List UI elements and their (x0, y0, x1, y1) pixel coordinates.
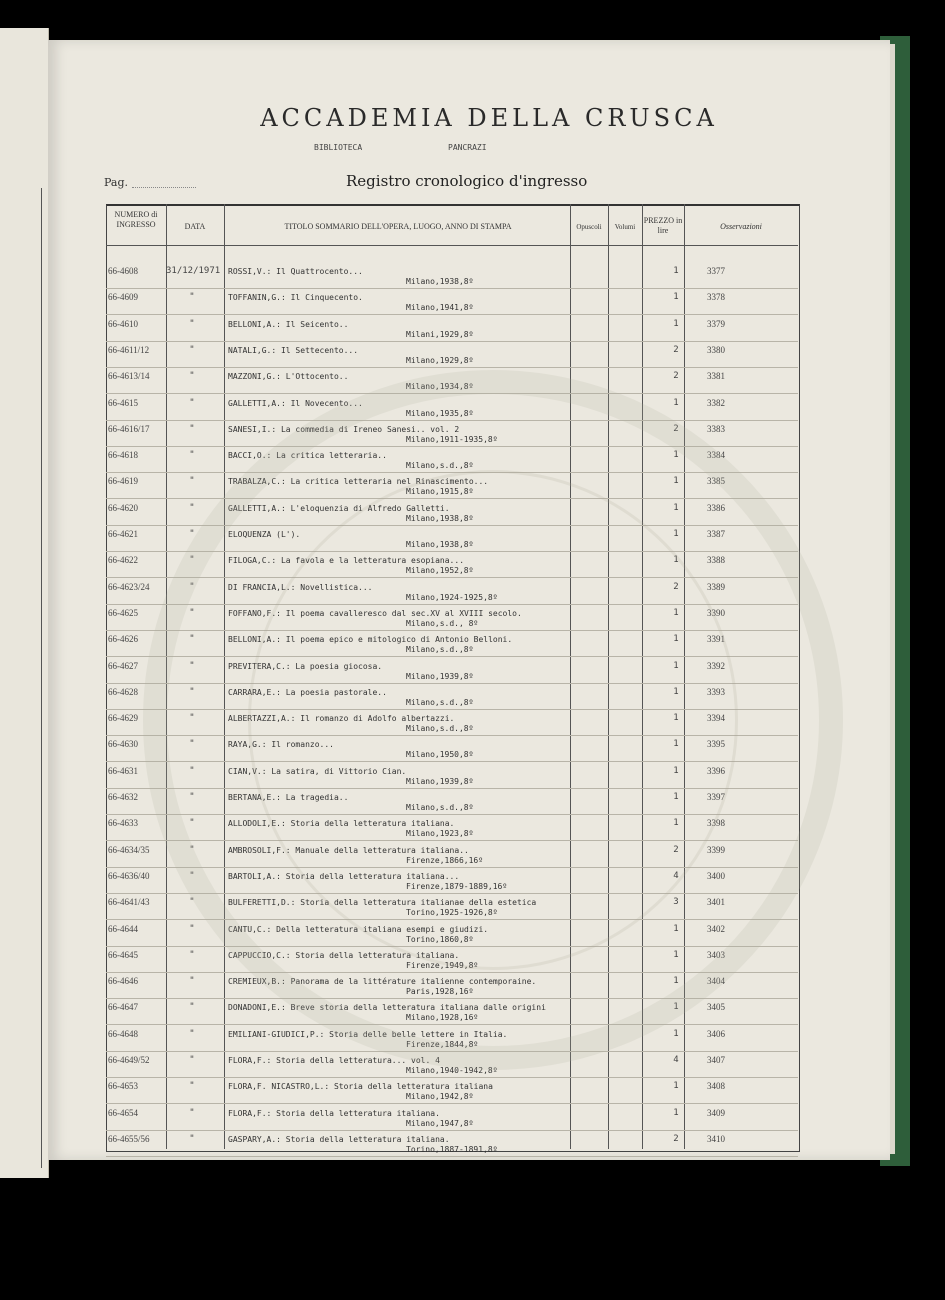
entry-date: " (189, 897, 195, 908)
entry-date: " (189, 660, 195, 671)
entry-date: " (189, 634, 195, 645)
entry-volumes: 1 (673, 607, 679, 618)
row-rule (106, 840, 798, 841)
row-rule (106, 998, 798, 999)
entry-number: 66-4611/12 (108, 344, 150, 355)
table-row (106, 1108, 798, 1134)
entry-date: " (189, 423, 195, 434)
entry-date: " (189, 607, 195, 618)
entry-volumes: 1 (673, 818, 679, 829)
entry-volumes: 2 (673, 423, 679, 434)
header-rule (106, 245, 798, 246)
row-rule (106, 551, 798, 552)
row-rule (106, 288, 798, 289)
entry-place: Milano,s.d.,8º (406, 645, 474, 655)
entry-volumes: 4 (673, 870, 679, 881)
row-rule (106, 972, 798, 973)
entry-volumes: 1 (673, 397, 679, 408)
entry-title: ROSSI,V.: Il Quattrocento... (228, 267, 363, 276)
entry-title: NATALI,G.: Il Settecento... (228, 345, 359, 355)
entry-volumes: 1 (673, 1081, 679, 1092)
entry-price: 3409 (707, 1107, 725, 1118)
entry-title: CANTU,C.: Della letteratura italiana esempi e giudizi. (228, 924, 489, 934)
row-rule (106, 919, 798, 920)
entry-price: 3407 (707, 1055, 725, 1065)
entry-date: " (189, 1028, 195, 1039)
entry-place: Firenze,1866,16º (406, 855, 484, 865)
entry-price: 3399 (707, 844, 725, 855)
entry-title: RAYA,G.: Il romanzo... (228, 740, 334, 750)
entry-volumes: 1 (673, 1002, 679, 1013)
entry-price: 3410 (707, 1133, 725, 1144)
subhead-pancrazi: PANCRAZI (448, 143, 487, 152)
entry-volumes: 1 (673, 1028, 679, 1039)
row-rule (106, 446, 798, 447)
row-rule (106, 1156, 798, 1157)
entry-price: 3384 (707, 450, 725, 461)
entry-volumes: 1 (673, 976, 679, 987)
entry-price: 3396 (707, 765, 725, 776)
entry-place: Milano,1940-1942,8º (406, 1066, 498, 1075)
entry-place: Milano,1938,8º (406, 540, 474, 549)
entry-place: Milano,1939,8º (406, 671, 474, 681)
entry-number: 66-4647 (108, 1002, 138, 1013)
entry-title: DONADONI,E.: Breve storia della letteratura italiana dalle origini (228, 1003, 546, 1013)
entry-number: 66-4632 (108, 792, 138, 802)
table-row (106, 1002, 798, 1028)
entry-title: EMILIANI-GIUDICI,P.: Storia delle belle lettere in Italia. (228, 1029, 508, 1039)
table-row (106, 266, 798, 292)
entry-price: 3406 (707, 1028, 725, 1039)
entry-volumes: 2 (673, 371, 679, 382)
entry-number: 66-4655/56 (108, 1133, 150, 1144)
entry-volumes: 3 (673, 897, 679, 908)
row-rule (106, 472, 798, 473)
table-row (106, 1055, 798, 1081)
entry-title: BULFERETTI,D.: Storia della letteratura italianae della estetica (228, 898, 537, 908)
entry-volumes: 2 (673, 844, 679, 855)
entry-date: " (189, 713, 195, 724)
entry-place: Milano,s.d.,8º (406, 803, 474, 812)
table-row (106, 398, 798, 424)
table-row (106, 845, 798, 871)
entry-date: " (189, 371, 195, 382)
entry-title: CARRARA,E.: La poesia pastorale.. (228, 687, 387, 697)
entry-number: 66-4630 (108, 739, 138, 750)
entry-place: Milano,1941,8º (406, 303, 474, 313)
entry-place: Paris,1928,16º (406, 987, 474, 997)
entry-title: BARTOLI,A.: Storia della letteratura italiana... (228, 871, 460, 881)
header-prezzo: PREZZO in lire (643, 216, 683, 235)
page-number-line (132, 187, 196, 188)
entry-place: Milano,1938,8º (406, 277, 474, 286)
entry-volumes: 1 (673, 792, 679, 802)
entry-number: 66-4627 (108, 660, 138, 671)
table-row (106, 476, 798, 502)
table-row (106, 661, 798, 687)
entry-place: Torino,1860,8º (406, 934, 474, 944)
entry-volumes: 1 (673, 318, 679, 329)
row-rule (106, 420, 798, 421)
entry-number: 66-4633 (108, 818, 138, 829)
entry-price: 3395 (707, 739, 725, 750)
entry-price: 3404 (707, 976, 725, 987)
entry-title: PREVITERA,C.: La poesia giocosa. (228, 661, 383, 671)
entry-place: Milano,s.d., 8º (406, 618, 479, 628)
entry-volumes: 1 (673, 686, 679, 697)
row-rule (106, 946, 798, 947)
entry-place: Milano,1950,8º (406, 750, 474, 760)
row-rule (106, 525, 798, 526)
entry-date: " (189, 949, 195, 960)
entry-number: 66-4613/14 (108, 371, 150, 382)
entry-number: 66-4631 (108, 765, 138, 776)
entry-volumes: 1 (673, 529, 679, 539)
entry-place: Milano,1929,8º (406, 355, 474, 365)
entry-price: 3386 (707, 502, 725, 513)
table-row (106, 608, 798, 634)
entry-number: 66-4634/35 (108, 844, 150, 855)
entry-number: 66-4609 (108, 292, 138, 303)
entry-place: Firenze,1949,8º (406, 960, 479, 970)
entry-price: 3389 (707, 581, 725, 592)
header-numero: NUMERO di INGRESSO (114, 210, 158, 229)
entry-place: Milano,1924-1925,8º (406, 592, 498, 602)
row-rule (106, 1051, 798, 1052)
row-rule (106, 709, 798, 710)
entry-price: 3383 (707, 423, 725, 434)
row-rule (106, 1130, 798, 1131)
entry-place: Firenze,1844,8º (406, 1039, 479, 1049)
entry-volumes: 1 (673, 923, 679, 934)
table-row (106, 976, 798, 1002)
entry-volumes: 1 (673, 739, 679, 750)
table-row (106, 1134, 798, 1160)
entry-title: ALLODOLI,E.: Storia della letteratura italiana. (228, 819, 455, 829)
entry-price: 3401 (707, 897, 725, 908)
left-page-edge (0, 28, 49, 1178)
entry-title: BELLONI,A.: Il Seicento.. (228, 319, 349, 329)
entry-title: BELLONI,A.: Il poema epico e mitologico di Antonio Belloni. (228, 635, 513, 645)
entry-volumes: 1 (673, 292, 679, 303)
table-row (106, 871, 798, 897)
row-rule (106, 893, 798, 894)
entry-price: 3388 (707, 555, 725, 566)
entry-number: 66-4636/40 (108, 870, 150, 881)
row-rule (106, 1103, 798, 1104)
entry-number: 66-4615 (108, 397, 138, 408)
entry-place: Milano,1938,8º (406, 513, 474, 523)
entry-date: 31/12/1971 (166, 266, 221, 276)
entry-place: Milano,1952,8º (406, 566, 474, 576)
entry-price: 3403 (707, 949, 725, 960)
row-rule (106, 498, 798, 499)
entry-number: 66-4620 (108, 502, 138, 513)
entry-date: " (189, 344, 195, 355)
entry-date: " (189, 581, 195, 592)
header-volumi: Volumi (614, 223, 636, 231)
entry-title: BACCI,O.: La critica letteraria.. (228, 451, 387, 461)
row-rule (106, 788, 798, 789)
entry-place: Milano,1911-1935,8º (406, 434, 498, 444)
entry-number: 66-4646 (108, 976, 138, 987)
row-rule (106, 656, 798, 657)
row-rule (106, 683, 798, 684)
table-row (106, 818, 798, 844)
entry-date: " (189, 476, 195, 487)
entry-title: FLORA,F.: Storia della letteratura italiana. (228, 1108, 440, 1118)
entry-title: SANESI,I.: La commedia di Ireneo Sanesi.. vol. 2 (228, 424, 460, 434)
entry-price: 3381 (707, 371, 725, 382)
entry-place: Milano,1934,8º (406, 382, 474, 392)
entry-place: Milano,1923,8º (406, 829, 474, 839)
entry-date: " (189, 1055, 195, 1065)
entry-volumes: 1 (673, 266, 679, 276)
row-rule (106, 577, 798, 578)
entry-place: Milano,1942,8º (406, 1092, 474, 1102)
entry-number: 66-4645 (108, 949, 138, 960)
entry-title: DI FRANCIA,L.: Novellistica... (228, 582, 373, 592)
entry-price: 3378 (707, 292, 725, 303)
header-titolo: TITOLO SOMMARIO DELL'OPERA, LUOGO, ANNO DI STAMPA (284, 222, 512, 231)
entry-title: CAPPUCCIO,C.: Storia della letteratura italiana. (228, 950, 460, 960)
entry-title: CREMIEUX,B.: Panorama de la littérature italienne contemporaine. (228, 977, 537, 987)
entry-price: 3408 (707, 1081, 725, 1092)
institution-title: ACCADEMIA DELLA CRUSCA (260, 104, 718, 132)
entry-date: " (189, 976, 195, 987)
entry-title: GASPARY,A.: Storia della letteratura italiana. (228, 1134, 450, 1144)
row-rule (106, 761, 798, 762)
entry-volumes: 1 (673, 765, 679, 776)
entry-place: Milano,1915,8º (406, 487, 474, 497)
entry-price: 3380 (707, 344, 725, 355)
entry-price: 3398 (707, 818, 725, 829)
table-row (106, 687, 798, 713)
entry-number: 66-4625 (108, 607, 138, 618)
entry-date: " (189, 923, 195, 934)
entry-place: Milano,1935,8º (406, 408, 474, 418)
row-rule (106, 341, 798, 342)
entry-number: 66-4618 (108, 450, 138, 461)
table-row (106, 371, 798, 397)
header-opuscoli: Opuscoli (576, 223, 602, 231)
register-title: Registro cronologico d'ingresso (346, 172, 588, 190)
entry-volumes: 1 (673, 476, 679, 487)
entry-title: FILOGA,C.: La favola e la letteratura esopiana... (228, 556, 465, 566)
table-row (106, 792, 798, 818)
table-row (106, 582, 798, 608)
entry-place: Milano,s.d.,8º (406, 697, 474, 707)
entry-date: " (189, 1133, 195, 1144)
entry-place: Milano,1947,8º (406, 1118, 474, 1128)
entry-title: ELOQUENZA (L'). (228, 530, 301, 539)
row-rule (106, 1024, 798, 1025)
entry-price: 3391 (707, 634, 725, 645)
entry-title: ALBERTAZZI,A.: Il romanzo di Adolfo albertazzi. (228, 714, 455, 724)
entry-volumes: 1 (673, 1107, 679, 1118)
table-row (106, 634, 798, 660)
entry-number: 66-4653 (108, 1081, 138, 1092)
register-page (48, 40, 890, 1160)
entry-number: 66-4649/52 (108, 1055, 150, 1065)
row-rule (106, 867, 798, 868)
entry-number: 66-4648 (108, 1028, 138, 1039)
subhead-biblioteca: BIBLIOTECA (314, 143, 363, 152)
entry-date: " (189, 1081, 195, 1092)
entry-date: " (189, 397, 195, 408)
entry-place: Torino,1925-1926,8º (406, 908, 498, 918)
entry-volumes: 1 (673, 555, 679, 566)
entry-number: 66-4654 (108, 1107, 138, 1118)
entry-place: Milano,1939,8º (406, 776, 474, 786)
entry-number: 66-4623/24 (108, 581, 150, 592)
entry-price: 3387 (707, 529, 725, 539)
table-row (106, 345, 798, 371)
entry-number: 66-4621 (108, 529, 138, 539)
table-row (106, 897, 798, 923)
entry-date: " (189, 1107, 195, 1118)
header-osservazioni: Osservazioni (720, 222, 762, 231)
entry-volumes: 1 (673, 634, 679, 645)
entry-place: Milano,1928,16º (406, 1013, 479, 1023)
entry-title: GALLETTI,A.: L'eloquenzia di Alfredo Galletti. (228, 503, 450, 513)
table-row (106, 319, 798, 345)
entry-volumes: 1 (673, 713, 679, 724)
row-rule (106, 735, 798, 736)
entry-number: 66-4622 (108, 555, 138, 566)
table-row (106, 739, 798, 765)
table-row (106, 950, 798, 976)
entry-date: " (189, 502, 195, 513)
entry-number: 66-4616/17 (108, 423, 150, 434)
entry-price: 3393 (707, 686, 725, 697)
row-rule (106, 314, 798, 315)
entry-title: BERTANA,E.: La tragedia.. (228, 793, 349, 802)
entry-date: " (189, 555, 195, 566)
entry-price: 3397 (707, 792, 725, 802)
entry-price: 3400 (707, 870, 725, 881)
entry-title: GALLETTI,A.: Il Novecento... (228, 398, 363, 408)
entry-date: " (189, 1002, 195, 1013)
entry-date: " (189, 870, 195, 881)
table-row (106, 713, 798, 739)
table-row (106, 1029, 798, 1055)
entry-title: FOFFANO,F.: Il poema cavalleresco dal sec.XV al XVIII secolo. (228, 608, 522, 618)
table-row (106, 503, 798, 529)
entry-price: 3392 (707, 660, 725, 671)
table-row (106, 450, 798, 476)
table-row (106, 766, 798, 792)
entry-number: 66-4626 (108, 634, 138, 645)
entry-date: " (189, 818, 195, 829)
entry-title: FLORA,F.: Storia della letteratura... vol. 4 (228, 1056, 440, 1065)
entry-title: CIAN,V.: La satira, di Vittorio Cian. (228, 766, 407, 776)
table-row (106, 1081, 798, 1107)
entry-volumes: 2 (673, 1133, 679, 1144)
page-label: Pag. (104, 176, 129, 189)
row-rule (106, 1077, 798, 1078)
table-row (106, 292, 798, 318)
entry-price: 3390 (707, 607, 725, 618)
entry-volumes: 2 (673, 581, 679, 592)
table-row (106, 529, 798, 555)
entry-place: Milano,s.d.,8º (406, 724, 474, 734)
row-rule (106, 814, 798, 815)
entry-number: 66-4619 (108, 476, 138, 487)
entry-date: " (189, 792, 195, 802)
entry-price: 3385 (707, 476, 725, 487)
entry-date: " (189, 529, 195, 539)
entry-number: 66-4628 (108, 686, 138, 697)
entry-date: " (189, 739, 195, 750)
entry-number: 66-4610 (108, 318, 138, 329)
entry-date: " (189, 765, 195, 776)
entry-number: 66-4641/43 (108, 897, 150, 908)
entry-volumes: 1 (673, 450, 679, 461)
entry-date: " (189, 292, 195, 303)
table-row (106, 924, 798, 950)
entry-price: 3402 (707, 923, 725, 934)
entry-place: Milano,s.d.,8º (406, 461, 474, 471)
entry-number: 66-4608 (108, 266, 138, 276)
entry-number: 66-4629 (108, 713, 138, 724)
entry-volumes: 1 (673, 502, 679, 513)
entry-place: Milani,1929,8º (406, 329, 474, 339)
table-row (106, 555, 798, 581)
entry-date: " (189, 318, 195, 329)
entry-title: TOFFANIN,G.: Il Cinquecento. (228, 293, 363, 303)
entry-price: 3405 (707, 1002, 725, 1013)
entry-title: FLORA,F. NICASTRO,L.: Storia della letteratura italiana (228, 1082, 493, 1092)
entry-title: MAZZONI,G.: L'Ottocento.. (228, 372, 349, 382)
row-rule (106, 604, 798, 605)
entry-volumes: 2 (673, 344, 679, 355)
entry-volumes: 1 (673, 660, 679, 671)
entry-date: " (189, 686, 195, 697)
table-row (106, 424, 798, 450)
entry-volumes: 1 (673, 949, 679, 960)
entry-title: AMBROSOLI,F.: Manuale della letteratura italiana.. (228, 845, 469, 855)
entry-volumes: 4 (673, 1055, 679, 1065)
entry-title: TRABALZA,C.: La critica letteraria nel Rinascimento... (228, 477, 489, 487)
row-rule (106, 367, 798, 368)
entry-date: " (189, 844, 195, 855)
entry-date: " (189, 450, 195, 461)
entry-number: 66-4644 (108, 923, 138, 934)
header-data: DATA (184, 222, 206, 231)
entry-price: 3394 (707, 713, 725, 724)
entry-price: 3382 (707, 397, 725, 408)
entry-place: Firenze,1879-1889,16º (406, 881, 508, 891)
entry-price: 3379 (707, 318, 725, 329)
entry-place: Torino,1887-1891,8º (406, 1144, 498, 1154)
row-rule (106, 630, 798, 631)
entry-price: 3377 (707, 266, 725, 276)
row-rule (106, 393, 798, 394)
